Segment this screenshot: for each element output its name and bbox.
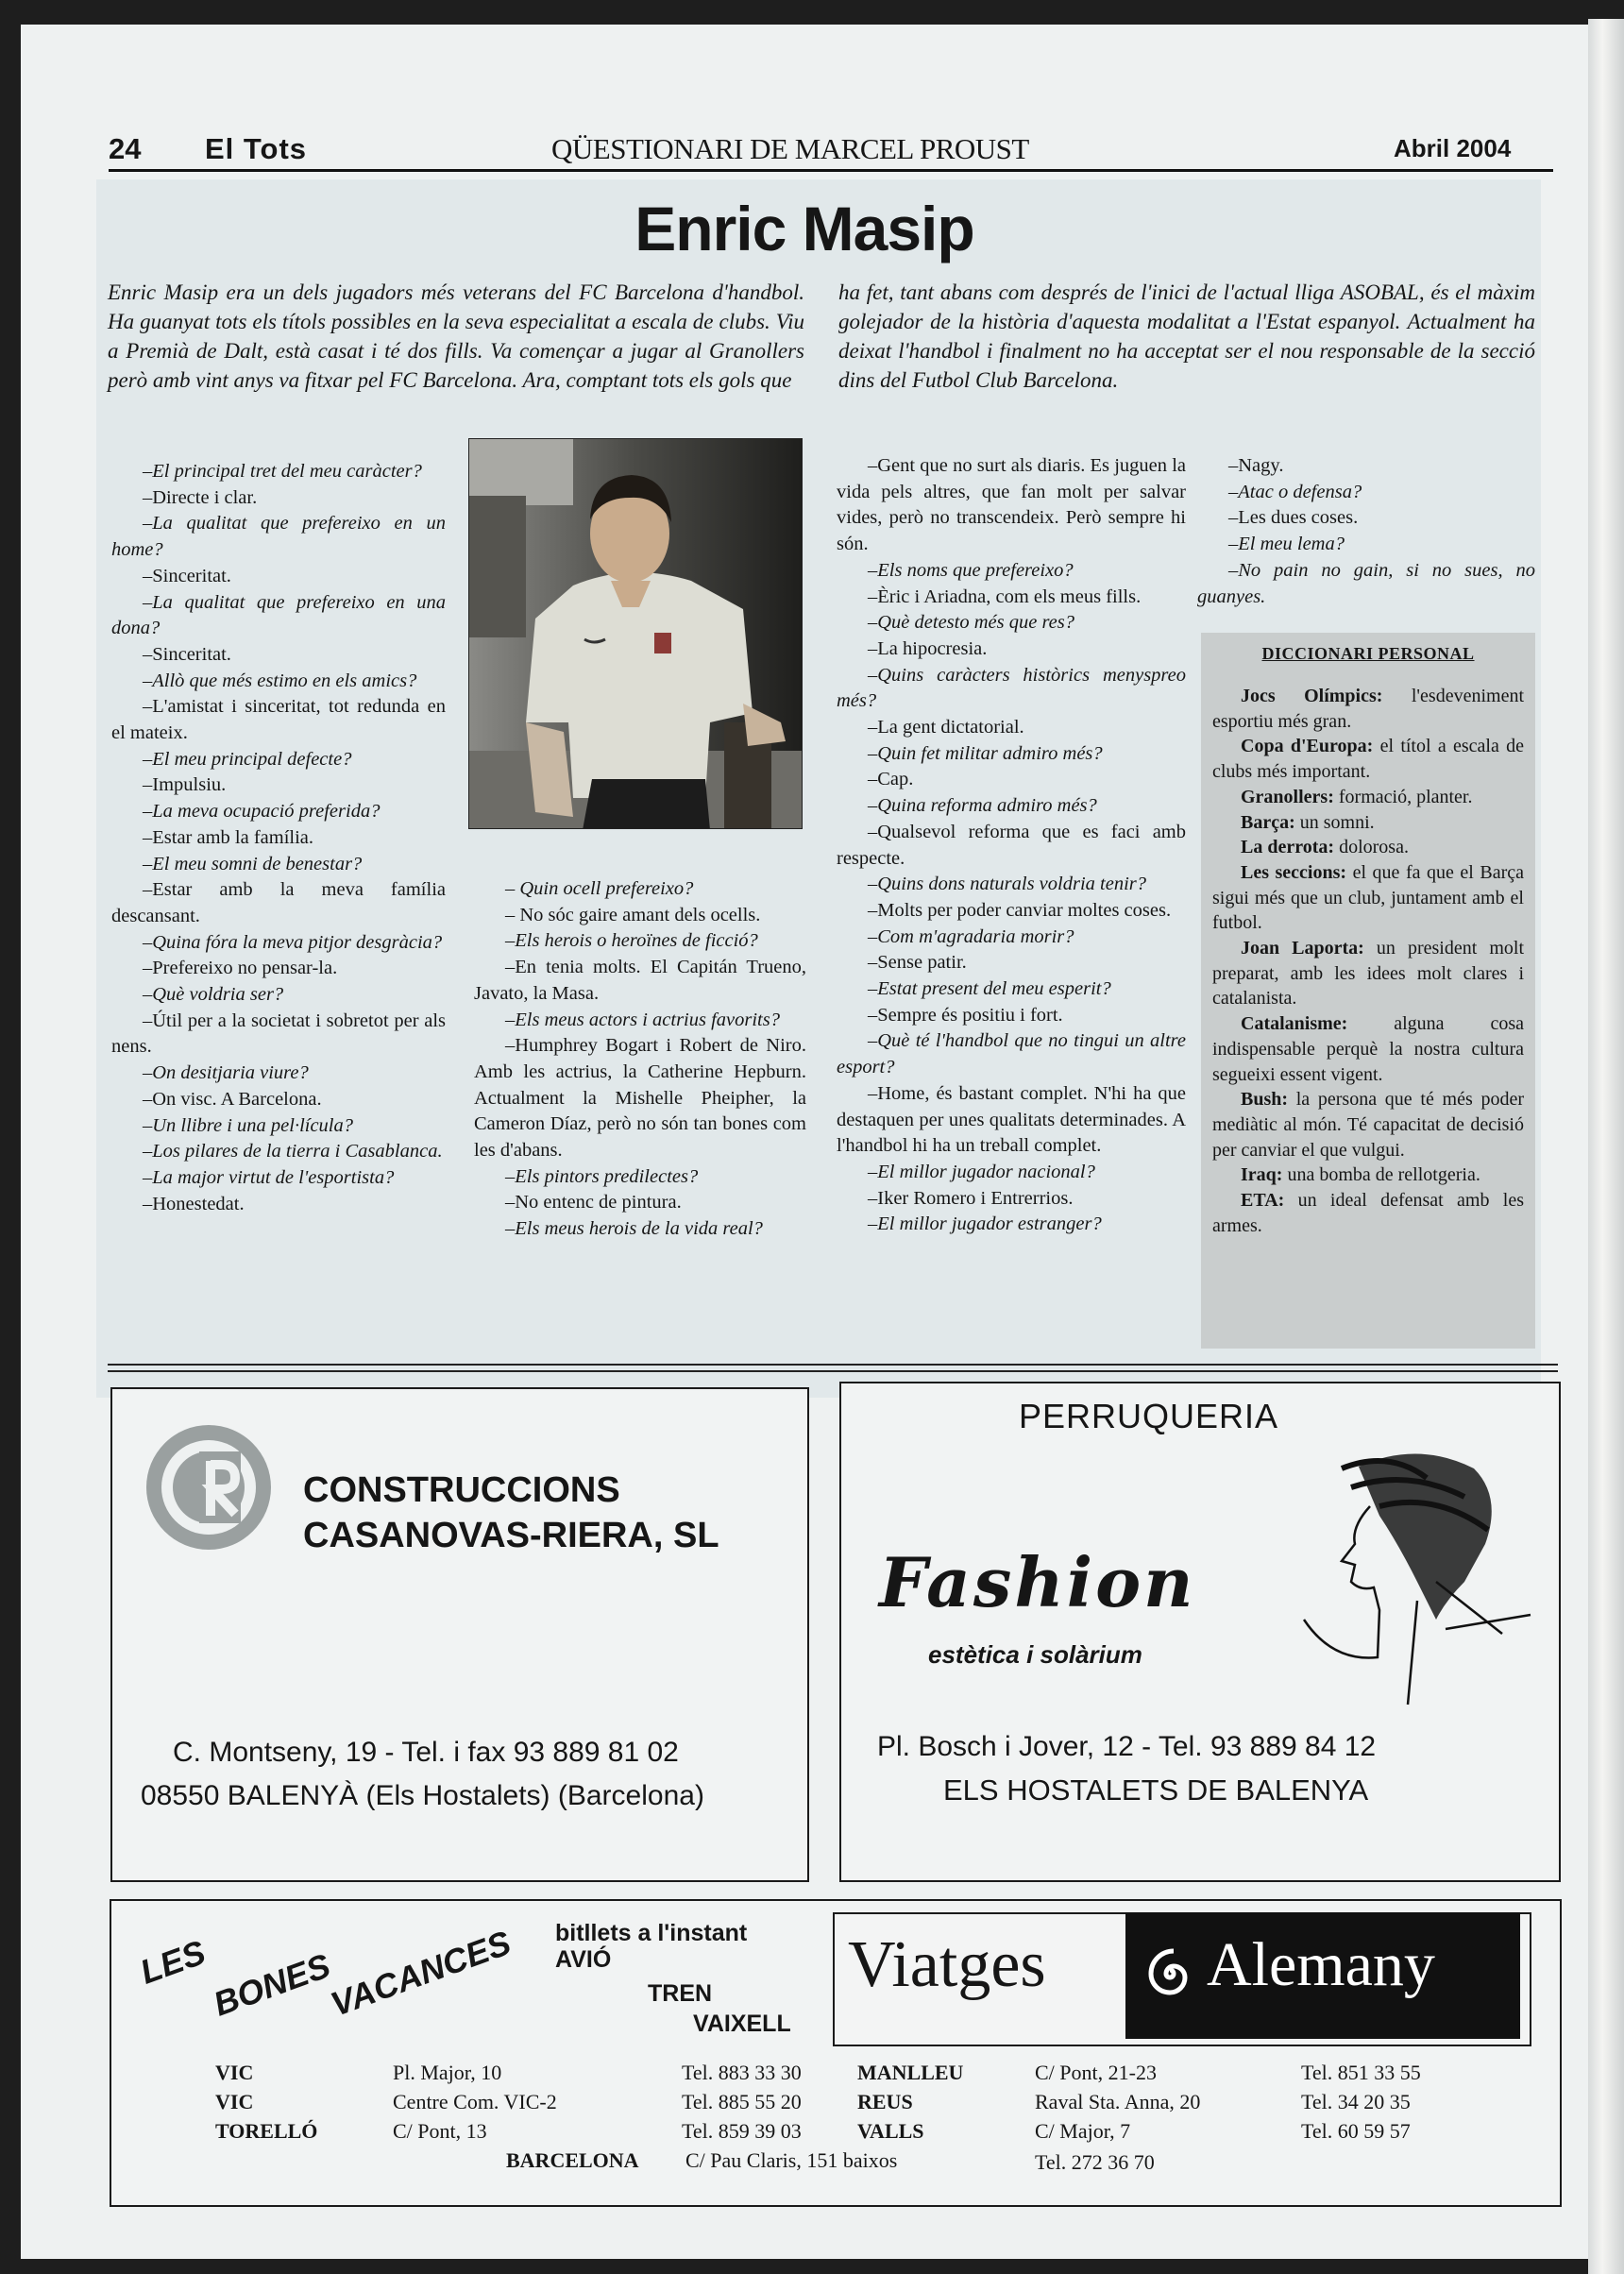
office-address: Centre Com. VIC-2: [393, 2090, 557, 2113]
answer: – No sóc gaire amant dels ocells.: [505, 904, 761, 925]
answer: –Estar amb la meva família descansant.: [111, 879, 446, 926]
answer: –Sense patir.: [868, 952, 967, 974]
company-name-line2: CASANOVAS-RIERA, SL: [303, 1516, 719, 1555]
question: –Els herois o heroïnes de ficció?: [505, 930, 758, 952]
answer: –Humphrey Bogart i Robert de Niro. Amb les actrius, la Catherine Hepburn. Actualment la Mishelle Pheipher, la Cameron Díaz, però no són tan bones com les d'abans.: [474, 1035, 806, 1162]
dictionary-definition: la persona que té més poder mediàtic al món. Té capacitat de decisió per canviar el que vulgui.: [1212, 1089, 1524, 1161]
section-divider-top: [108, 1364, 1558, 1366]
answer: –La gent dictatorial.: [868, 717, 1024, 738]
office-address: C/ Pont, 13: [393, 2119, 487, 2143]
office-city: REUS: [857, 2090, 913, 2113]
question: –Los pilares de la tierra i Casablanca.: [143, 1141, 443, 1162]
alemany-name: Alemany: [1207, 1930, 1435, 1999]
dictionary-entry: [1212, 734, 1524, 784]
article-title: Enric Masip: [634, 194, 974, 263]
barcelona-address: C/ Pau Claris, 151 baixos: [685, 2148, 898, 2172]
answer: –Molts per poder canviar moltes coses.: [868, 899, 1172, 921]
question: –On desitjaria viure?: [143, 1062, 309, 1084]
page-number: 24: [109, 132, 142, 165]
qa-column-4: [1197, 453, 1535, 610]
office-tel: Tel. 34 20 35: [1301, 2090, 1411, 2113]
qa-column-1: [111, 459, 446, 1217]
answer: –Nagy.: [1228, 455, 1284, 476]
dictionary-entry: [1212, 1087, 1524, 1162]
section-title: QÜESTIONARI DE MARCEL PROUST: [551, 132, 1029, 165]
dictionary-term: Jocs Olímpics:: [1241, 686, 1383, 706]
dictionary-entry: [1212, 810, 1524, 836]
answer: –Èric i Ariadna, com els meus fills.: [868, 585, 1142, 607]
dictionary-entry: [1212, 936, 1524, 1011]
question: –Com m'agradaria morir?: [868, 925, 1074, 947]
dictionary-definition: una bomba de rellotgeria.: [1287, 1164, 1480, 1186]
answer: –Prefereixo no pensar-la.: [143, 958, 338, 979]
dictionary-entry: [1212, 1011, 1524, 1087]
office-address: C/ Major, 7: [1035, 2119, 1131, 2143]
dictionary-entries: [1212, 684, 1524, 1238]
office-tel: Tel. 60 59 57: [1301, 2119, 1411, 2143]
dictionary-entry: [1212, 785, 1524, 810]
fashion-tagline: estètica i solàrium: [928, 1640, 1142, 1669]
bones-word3: VACANCES: [325, 1923, 516, 2024]
plane-label: AVIÓ: [555, 1946, 612, 1973]
question: –Quin fet militar admiro més?: [868, 742, 1103, 764]
perruqueria-address-line2: ELS HOSTALETS DE BALENYA: [943, 1773, 1369, 1807]
cr-logo-icon: [144, 1423, 273, 1552]
qa-column-3: [837, 453, 1186, 1238]
dictionary-definition: el títol a escala de clubs més important.: [1212, 736, 1525, 783]
dictionary-title: DICCIONARI PERSONAL: [1261, 644, 1475, 663]
dictionary-entry: [1212, 684, 1524, 734]
office-tel: Tel. 885 55 20: [682, 2090, 802, 2113]
question: –El millor jugador estranger?: [868, 1213, 1102, 1235]
answer: –On visc. A Barcelona.: [143, 1088, 322, 1110]
question: –El meu principal defecte?: [143, 748, 352, 770]
dictionary-definition: el que fa que el Barça sigui més que un club, juntament amb el futbol.: [1212, 861, 1524, 934]
answer: –Sempre és positiu i fort.: [868, 1004, 1063, 1026]
question: –Què detesto més que res?: [868, 612, 1074, 634]
office-tel: Tel. 851 33 55: [1301, 2061, 1421, 2084]
question: –La meva ocupació preferida?: [143, 801, 381, 823]
office-address: Raval Sta. Anna, 20: [1035, 2090, 1201, 2113]
office-city: VALLS: [857, 2119, 924, 2143]
answer: –Les dues coses.: [1228, 507, 1359, 529]
answer: –La hipocresia.: [868, 637, 988, 659]
ship-label: VAIXELL: [693, 2011, 791, 2037]
issue-date: Abril 2004: [1394, 134, 1512, 162]
answer: –Estar amb la família.: [143, 826, 314, 848]
publication-name: El Tots: [205, 132, 308, 165]
intro-right: ha fet, tant abans com després de l'inici de l'actual lliga ASOBAL, és el màxim golejador de la història d'aquesta modalitat a l'Estat espanyol. Actualment ha deixat l'handbol i finalment no ha acceptat ser el nou responsable de la secció dins del Futbol Club Barcelona.: [838, 280, 1535, 392]
portrait-photo: [468, 438, 803, 829]
question: –Què voldria ser?: [143, 984, 284, 1006]
section-divider-bottom: [108, 1370, 1558, 1372]
question: –La qualitat que prefereixo en una dona?: [111, 591, 446, 639]
dictionary-term: Granollers:: [1241, 786, 1334, 807]
ad-construccions: [110, 1387, 809, 1882]
company-name-line1: CONSTRUCCIONS: [303, 1470, 620, 1510]
question: –Allò que més estimo en els amics?: [143, 670, 417, 691]
question: –Els meus actors i actrius favorits?: [505, 1009, 780, 1030]
answer: –Sinceritat.: [143, 565, 231, 586]
dictionary-term: Copa d'Europa:: [1241, 736, 1374, 757]
dictionary-definition: dolorosa.: [1339, 837, 1409, 858]
header-rule: [109, 169, 1553, 172]
office-city: VIC: [215, 2090, 254, 2113]
dictionary-definition: un somni.: [1299, 811, 1375, 833]
question: –Quins caràcters històrics menyspreo més?: [837, 664, 1186, 712]
answer: –Qualsevol reforma que es faci amb respecte.: [837, 821, 1186, 869]
perruqueria-heading: PERRUQUERIA: [1019, 1397, 1279, 1435]
office-tel: Tel. 883 33 30: [682, 2061, 802, 2084]
ad-bones-vacances: [110, 1899, 1562, 2207]
question: –Quins dons naturals voldria tenir?: [868, 874, 1146, 895]
question: –Els noms que prefereixo?: [868, 559, 1074, 581]
viatges-name: Viatges: [848, 1928, 1046, 2001]
dictionary-definition: alguna cosa indispensable perquè la nostra cultura segueixi essent vigent.: [1212, 1013, 1524, 1085]
answer: –Iker Romero i Entrerrios.: [868, 1187, 1074, 1209]
office-city: MANLLEU: [857, 2061, 964, 2084]
dictionary-entry: [1212, 1162, 1524, 1188]
answer: –Honestedat.: [143, 1193, 245, 1214]
question: –Els pintors predilectes?: [505, 1165, 699, 1187]
dictionary-term: Les seccions:: [1241, 861, 1347, 883]
dictionary-definition: un president molt preparat, amb les idees molt clares i catalanista.: [1212, 938, 1524, 1010]
perruqueria-address-line1: Pl. Bosch i Jover, 12 - Tel. 93 889 84 12: [877, 1731, 1377, 1762]
magazine-page: [21, 25, 1588, 2259]
answer: –Gent que no surt als diaris. Es juguen la vida pels altres, que fan molt per salvar vides, però no transcendeix. Però sempre hi són.: [837, 455, 1186, 555]
office-tel: Tel. 859 39 03: [682, 2119, 802, 2143]
dictionary-box: [1201, 633, 1535, 1349]
dictionary-term: Catalanisme:: [1241, 1013, 1348, 1035]
barcelona-tel: Tel. 272 36 70: [1035, 2150, 1155, 2174]
answer: –Útil per a la societat i sobretot per als nens.: [111, 1010, 446, 1058]
dictionary-term: La derrota:: [1241, 837, 1335, 858]
question: –El meu lema?: [1228, 534, 1345, 555]
question: –El meu somni de benestar?: [143, 853, 363, 874]
qa-column-2: [474, 876, 806, 1243]
question: –Quina reforma admiro més?: [868, 795, 1097, 817]
bones-word1: LES: [134, 1932, 211, 1992]
company-address-line1: C. Montseny, 19 - Tel. i fax 93 889 81 02: [173, 1737, 679, 1768]
dictionary-term: Barça:: [1241, 811, 1295, 833]
dictionary-definition: formació, planter.: [1338, 786, 1473, 807]
answer: –No entenc de pintura.: [505, 1192, 682, 1213]
woman-profile-icon: [1276, 1440, 1540, 1714]
train-label: TREN: [648, 1980, 713, 2007]
answer: –Impulsiu.: [143, 774, 227, 796]
barcelona-city: BARCELONA: [506, 2148, 639, 2172]
answer: –Sinceritat.: [143, 643, 231, 665]
office-address: Pl. Major, 10: [393, 2061, 502, 2084]
dictionary-term: Bush:: [1241, 1089, 1289, 1111]
company-address-line2: 08550 BALENYÀ (Els Hostalets) (Barcelona): [141, 1780, 704, 1811]
question: –Els meus herois de la vida real?: [505, 1218, 763, 1240]
office-address: C/ Pont, 21-23: [1035, 2061, 1157, 2084]
ad-perruqueria: [839, 1382, 1561, 1882]
fashion-brand: Fashion: [879, 1542, 1196, 1622]
question: –La major virtut de l'esportista?: [143, 1166, 395, 1188]
dictionary-definition: l'esdeveniment esportiu més gran.: [1212, 686, 1524, 732]
question: –No pain no gain, si no sues, no guanyes.: [1197, 559, 1535, 607]
dictionary-entry: [1212, 860, 1524, 936]
answer: –L'amistat i sinceritat, tot redunda en el mateix.: [111, 696, 446, 744]
dictionary-definition: un ideal defensat amb les armes.: [1212, 1190, 1524, 1236]
office-city: VIC: [215, 2061, 254, 2084]
tickets-line: bitllets a l'instant: [555, 1920, 748, 1946]
dictionary-entry: [1212, 835, 1524, 860]
question: –El millor jugador nacional?: [868, 1161, 1095, 1182]
answer: –Home, és bastant complet. N'hi ha que destaquen per unes qualitats determinades. A l'handbol hi ha un treball complet.: [837, 1082, 1186, 1157]
spiral-icon: [1139, 1943, 1201, 2005]
question: –Un llibre i una pel·lícula?: [143, 1114, 354, 1136]
answer: –Cap.: [868, 769, 914, 790]
question: –Què té l'handbol que no tingui un altre esport?: [837, 1030, 1186, 1078]
question: –Quina fóra la meva pitjor desgràcia?: [143, 931, 443, 953]
question: –El principal tret del meu caràcter?: [143, 461, 422, 482]
question: –La qualitat que prefereixo en un home?: [111, 513, 446, 561]
answer: –Directe i clar.: [143, 486, 258, 508]
page-edge: [1588, 19, 1624, 2274]
dictionary-term: Joan Laporta:: [1241, 938, 1364, 959]
dictionary-term: ETA:: [1241, 1190, 1285, 1212]
question: –Atac o defensa?: [1228, 481, 1362, 502]
question: –Estat present del meu esperit?: [868, 978, 1111, 1000]
dictionary-entry: [1212, 1188, 1524, 1238]
dictionary-term: Iraq:: [1241, 1164, 1283, 1186]
question: – Quin ocell prefereixo?: [505, 878, 694, 899]
bones-word2: BONES: [208, 1945, 336, 2024]
answer: –En tenia molts. El Capitán Trueno, Javato, la Masa.: [474, 957, 806, 1004]
intro-left: Enric Masip era un dels jugadors més veterans del FC Barcelona d'handbol. Ha guanyat tots els títols possibles en la seva especialitat a escala de clubs. Viu a Premià de Dalt, està casat i té dos fills. Va començar a jugar al Granollers però amb vint anys va fitxar pel FC Barcelona. Ara, comptant tots els gols que: [108, 280, 804, 392]
office-city: TORELLÓ: [215, 2119, 318, 2143]
